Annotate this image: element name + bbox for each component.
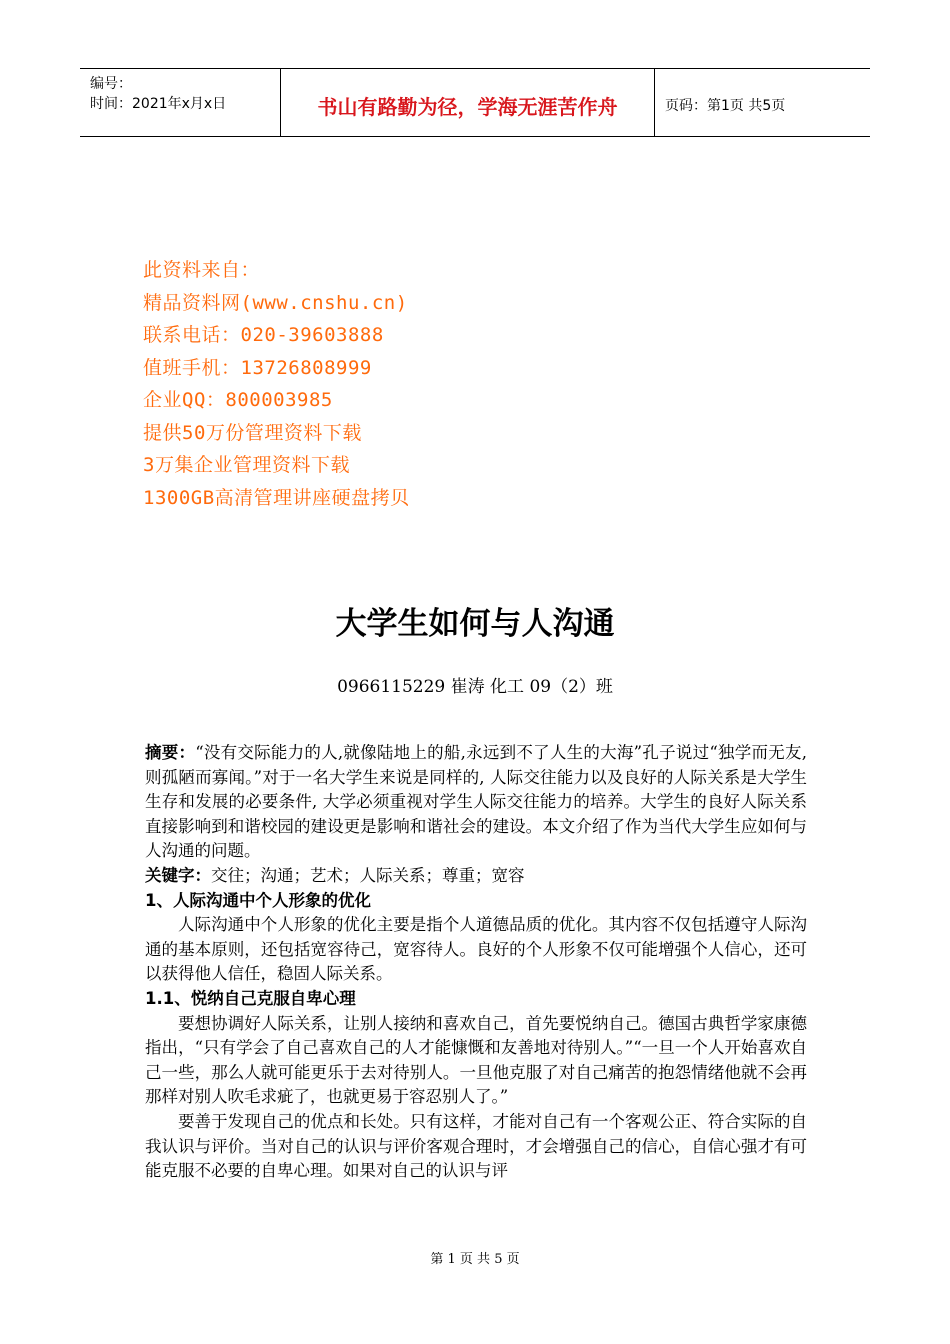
ad-line: 此资料来自：: [143, 259, 261, 281]
document-body: [145, 741, 807, 1184]
header-page-cell: [655, 69, 870, 136]
keywords: [145, 864, 807, 889]
document-header: [80, 68, 870, 137]
abstract-text: “没有交际能力的人,就像陆地上的船,永远到不了人生的大海”孔子说过“独学而无友,则孤陋而寡闻。”对于一名大学生来说是同样的, 人际交往能力以及良好的人际关系是大学生生存和发展的必要条件, 大学必须重视对学生人际交往能力的培养。大学生的良好人际关系直接影响到和谐校园的建设更是影响和谐社会的建设。本文介绍了作为当代大学生应如何与人沟通的问题。: [145, 743, 807, 861]
header-motto-cell: [281, 69, 655, 136]
header-info-cell: [80, 69, 281, 136]
abstract: [145, 741, 807, 864]
ad-block: [143, 254, 410, 514]
document-title: 大学生如何与人沟通: [335, 606, 615, 642]
abstract-label: 摘要：: [145, 743, 196, 762]
header-page-info: 页码：第1页 共5页: [665, 98, 786, 114]
paragraph: 要善于发现自己的优点和长处。只有这样，才能对自己有一个客观公正、符合实际的自我认识与评价。当对自己的认识与评价客观合理时，才会增强自己的信心，自信心强才有可能克服不必要的自卑心理。如果对自己的认识与评: [145, 1111, 807, 1181]
subsection-heading: 1.1、悦纳自己克服自卑心理: [145, 988, 356, 1008]
ad-line: 1300GB高清管理讲座硬盘拷贝: [143, 486, 410, 509]
number-label: 编号：: [90, 76, 132, 92]
section-heading: 1、人际沟通中个人形象的优化: [145, 890, 371, 910]
page-footer: 第 1 页 共 5 页: [430, 1252, 520, 1267]
author-line: 0966115229 崔涛 化工 09（2）班: [337, 677, 613, 697]
paragraph: 要想协调好人际关系，让别人接纳和喜欢自己，首先要悦纳自己。德国古典哲学家康德指出，“只有学会了自己喜欢自己的人才能慷慨和友善地对待别人。”“一旦一个人开始喜欢自己一些，那么人就可能更乐于去对待别人。一旦他克服了对自己痛苦的抱怨情绪他就不会再那样对别人吹毛求疵了，也就更易于容忍别人了。”: [145, 1013, 807, 1107]
ad-line-phone: 联系电话：020-39603888: [143, 324, 384, 346]
ad-line: 提供50万份管理资料下载: [143, 421, 362, 444]
ad-line-qq: 企业QQ：800003985: [143, 389, 333, 411]
paragraph: 人际沟通中个人形象的优化主要是指个人道德品质的优化。其内容不仅包括遵守人际沟通的基本原则，还包括宽容待己，宽容待人。良好的个人形象不仅可能增强个人信心，还可以获得他人信任，稳固人际关系。: [145, 915, 807, 984]
keywords-text: 交往；沟通；艺术；人际关系；尊重；宽容: [211, 865, 525, 885]
keywords-label: 关键字：: [145, 865, 211, 885]
ad-line-website: 精品资料网(www.cnshu.cn): [143, 291, 408, 314]
motto: 书山有路勤为径，学海无涯苦作舟: [317, 95, 618, 119]
date-label: 时间：2021年x月x日: [90, 96, 227, 112]
ad-line-mobile: 值班手机：13726808999: [143, 356, 372, 379]
ad-line: 3万集企业管理资料下载: [143, 454, 350, 476]
